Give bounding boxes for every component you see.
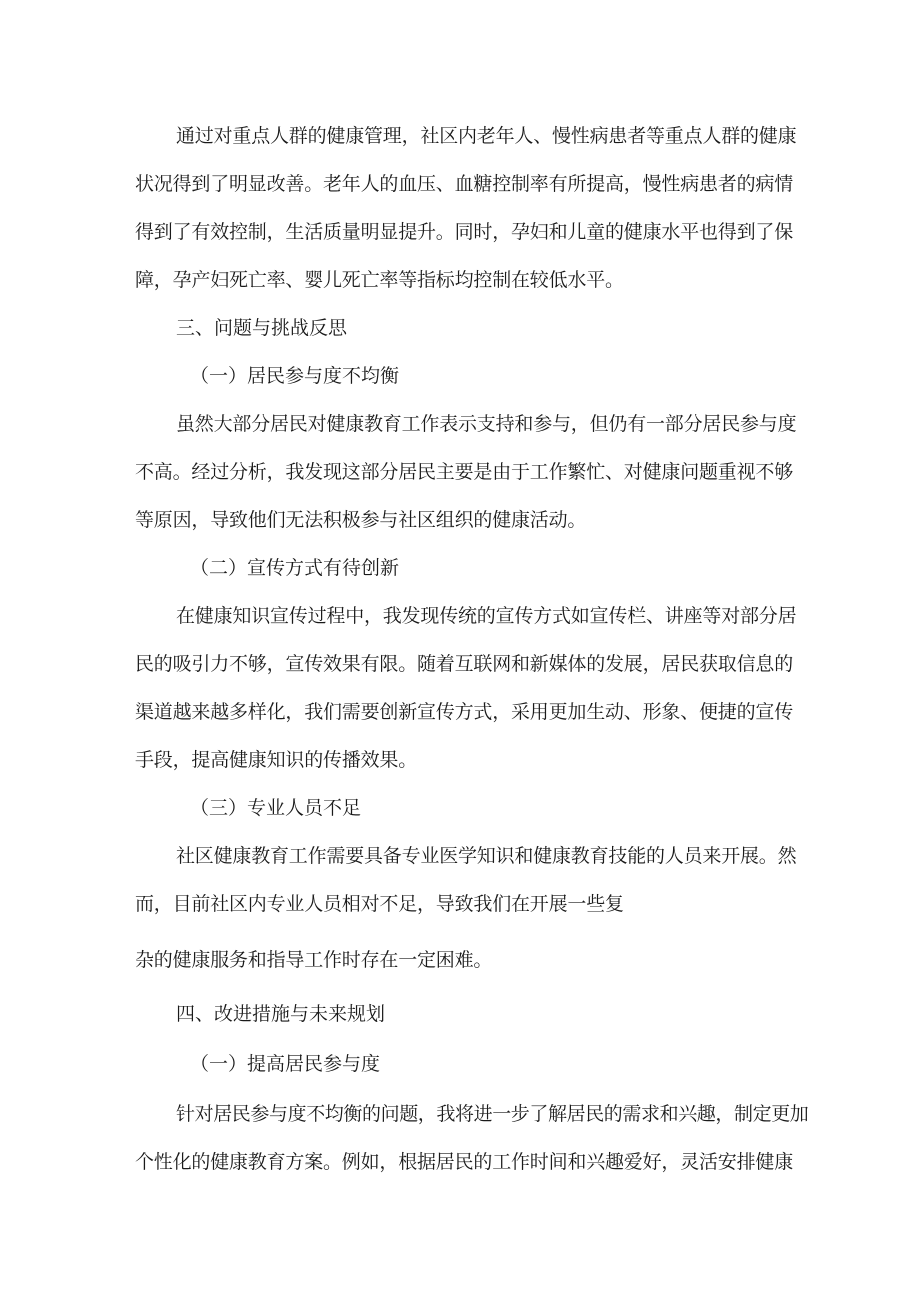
paragraph-line: 通过对重点人群的健康管理，社区内老年人、慢性病患者等重点人群的健康 <box>176 125 797 147</box>
section-heading: 四、改进措施与未来规划 <box>176 1003 386 1025</box>
paragraph-line: 而，目前社区内专业人员相对不足，导致我们在开展一些复 <box>135 893 624 915</box>
paragraph-line: 等原因，导致他们无法积极参与社区组织的健康活动。 <box>135 509 587 531</box>
subsection-heading: （一）居民参与度不均衡 <box>190 365 400 387</box>
paragraph-line: 状况得到了明显改善。老年人的血压、血糖控制率有所提高，慢性病患者的病情 <box>135 173 794 195</box>
paragraph-line: 针对居民参与度不均衡的问题，我将进一步了解居民的需求和兴趣，制定更加 <box>176 1103 809 1125</box>
paragraph-line: 民的吸引力不够，宣传效果有限。随着互联网和新媒体的发展，居民获取信息的 <box>135 653 794 675</box>
paragraph-line: 在健康知识宣传过程中，我发现传统的宣传方式如宣传栏、讲座等对部分居 <box>176 605 797 627</box>
paragraph-line: 渠道越来越多样化，我们需要创新宣传方式，采用更加生动、形象、便捷的宣传 <box>135 701 794 723</box>
subsection-heading: （一）提高居民参与度 <box>190 1053 381 1075</box>
paragraph-line: 不高。经过分析，我发现这部分居民主要是由于工作繁忙、对健康问题重视不够 <box>135 461 794 483</box>
paragraph-line: 个性化的健康教育方案。例如，根据居民的工作时间和兴趣爱好，灵活安排健康 <box>135 1151 794 1173</box>
subsection-heading: （三）专业人员不足 <box>190 797 362 819</box>
paragraph-line: 障，孕产妇死亡率、婴儿死亡率等指标均控制在较低水平。 <box>135 269 624 291</box>
section-heading: 三、问题与挑战反思 <box>176 317 348 339</box>
paragraph-line: 得到了有效控制，生活质量明显提升。同时，孕妇和儿童的健康水平也得到了保 <box>135 221 794 243</box>
paragraph-line: 杂的健康服务和指导工作时存在一定困难。 <box>135 949 493 971</box>
paragraph-line: 社区健康教育工作需要具备专业医学知识和健康教育技能的人员来开展。然 <box>176 845 797 867</box>
paragraph-line: 虽然大部分居民对健康教育工作表示支持和参与，但仍有一部分居民参与度 <box>176 413 797 435</box>
paragraph-line: 手段，提高健康知识的传播效果。 <box>135 749 418 771</box>
subsection-heading: （二）宣传方式有待创新 <box>190 557 400 579</box>
